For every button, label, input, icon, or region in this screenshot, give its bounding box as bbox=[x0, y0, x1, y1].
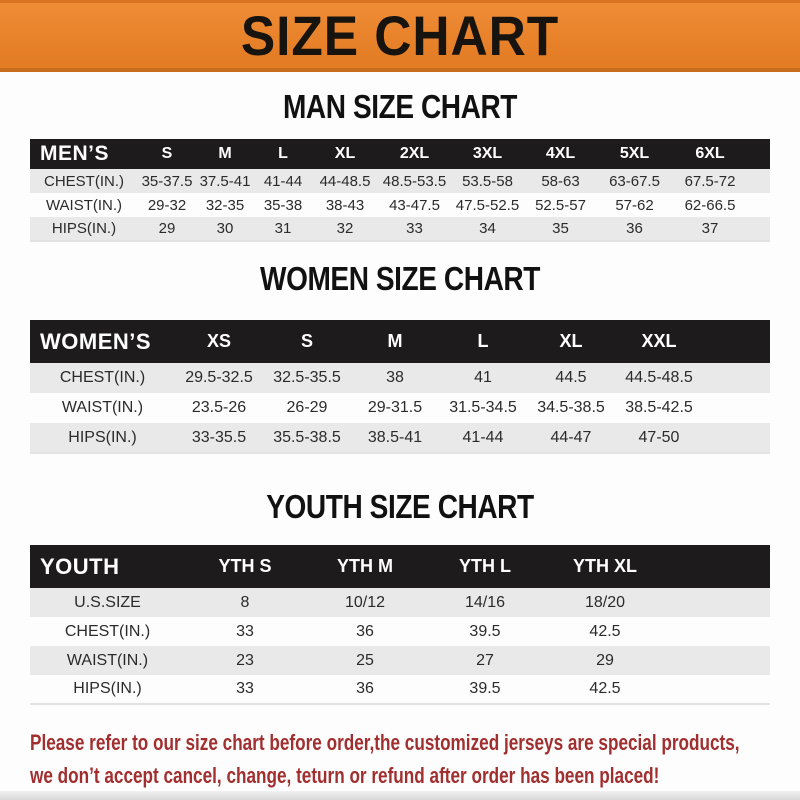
size-cell: 33 bbox=[406, 220, 423, 237]
size-cell: 42.5 bbox=[589, 680, 621, 697]
size-cell: 29.5-32.5 bbox=[185, 369, 253, 386]
youth-size-table bbox=[30, 545, 770, 705]
size-cell: 29-31.5 bbox=[367, 399, 423, 416]
cell-filler bbox=[665, 646, 770, 675]
men-table-label: MEN’S bbox=[30, 139, 138, 169]
row-label: HIPS(IN.) bbox=[73, 680, 142, 697]
column-filler bbox=[748, 139, 770, 169]
size-cell: 31.5-34.5 bbox=[449, 399, 517, 416]
size-cell: 25 bbox=[356, 651, 374, 669]
size-cell: 31 bbox=[274, 220, 292, 237]
size-cell: 35-38 bbox=[263, 196, 303, 214]
size-cell: 67.5-72 bbox=[684, 172, 736, 190]
size-cell: 35 bbox=[552, 220, 569, 237]
size-cell: 53.5-58 bbox=[462, 172, 513, 190]
men-hips-row bbox=[30, 217, 770, 241]
youth-table-label: YOUTH bbox=[30, 545, 185, 588]
row-label: HIPS(IN.) bbox=[51, 220, 117, 237]
size-cell: 29 bbox=[596, 651, 614, 669]
men-column-header: 5XL bbox=[597, 139, 672, 169]
youth-ussize-row bbox=[30, 588, 770, 617]
column-filler bbox=[703, 320, 770, 363]
size-cell: 44.5 bbox=[555, 369, 587, 386]
size-cell: 33-35.5 bbox=[191, 428, 247, 446]
size-cell: 8 bbox=[240, 593, 250, 611]
size-cell: 33 bbox=[236, 622, 254, 640]
cell-filler bbox=[665, 588, 770, 617]
youth-waist-row bbox=[30, 646, 770, 675]
page-title: SIZE CHART bbox=[240, 3, 560, 67]
cell-filler bbox=[703, 363, 770, 393]
men-column-header: XL bbox=[312, 139, 378, 169]
women-header-row bbox=[30, 320, 770, 363]
size-cell: 32-35 bbox=[205, 196, 245, 214]
size-cell: 63-67.5 bbox=[609, 172, 660, 190]
size-cell: 27 bbox=[476, 651, 494, 669]
size-cell: 32 bbox=[336, 220, 354, 237]
size-cell: 32.5-35.5 bbox=[273, 369, 341, 386]
women-size-table bbox=[30, 320, 770, 454]
youth-header-row bbox=[30, 545, 770, 588]
size-cell: 30 bbox=[216, 220, 234, 237]
size-cell: 44-48.5 bbox=[319, 172, 371, 190]
size-cell: 37 bbox=[701, 220, 719, 237]
men-column-header: 6XL bbox=[672, 139, 748, 169]
size-cell: 36 bbox=[356, 622, 374, 640]
cell-filler bbox=[703, 423, 770, 453]
cell-filler bbox=[748, 193, 770, 217]
size-cell: 41-44 bbox=[462, 428, 504, 446]
size-cell: 39.5 bbox=[469, 680, 501, 697]
youth-column-header: YTH M bbox=[305, 545, 425, 588]
size-cell: 38.5-42.5 bbox=[625, 399, 693, 416]
column-filler bbox=[665, 545, 770, 588]
size-cell: 36 bbox=[356, 680, 374, 697]
size-cell: 48.5-53.5 bbox=[382, 172, 447, 190]
women-table-label: WOMEN’S bbox=[30, 320, 175, 363]
size-cell: 38-43 bbox=[325, 196, 365, 214]
women-column-header: XL bbox=[527, 320, 615, 363]
size-cell: 44.5-48.5 bbox=[625, 369, 693, 386]
row-label: U.S.SIZE bbox=[74, 593, 141, 611]
page-header-banner bbox=[0, 0, 800, 72]
men-size-table bbox=[30, 139, 770, 242]
size-cell: 14/16 bbox=[464, 593, 506, 611]
women-column-header: M bbox=[351, 320, 439, 363]
women-section-title: WOMEN SIZE CHART bbox=[260, 260, 540, 297]
size-cell: 23 bbox=[236, 651, 254, 669]
size-cell: 39.5 bbox=[469, 622, 501, 640]
youth-column-header: YTH L bbox=[425, 545, 545, 588]
men-column-header: M bbox=[196, 139, 254, 169]
women-column-header: L bbox=[439, 320, 527, 363]
men-section-title: MAN SIZE CHART bbox=[282, 88, 518, 125]
men-header-row bbox=[30, 139, 770, 169]
size-cell: 47-50 bbox=[638, 428, 680, 446]
row-label: CHEST(IN.) bbox=[64, 622, 151, 640]
row-label: WAIST(IN.) bbox=[66, 651, 149, 669]
youth-chest-row bbox=[30, 617, 770, 646]
youth-column-header: YTH XL bbox=[545, 545, 665, 588]
size-cell: 35.5-38.5 bbox=[273, 428, 341, 446]
size-cell: 26-29 bbox=[286, 399, 328, 416]
footer-line-2: we don’t accept cancel, change, teturn or refund after order has been placed! bbox=[30, 763, 660, 788]
cell-filler bbox=[748, 169, 770, 193]
men-column-header: 2XL bbox=[378, 139, 451, 169]
size-cell: 37.5-41 bbox=[199, 172, 251, 190]
row-label: HIPS(IN.) bbox=[68, 428, 137, 446]
size-cell: 29 bbox=[158, 220, 176, 237]
women-column-header: XS bbox=[175, 320, 263, 363]
cell-filler bbox=[665, 617, 770, 646]
men-column-header: L bbox=[254, 139, 312, 169]
men-waist-row bbox=[30, 193, 770, 217]
size-cell: 34 bbox=[479, 220, 496, 237]
size-cell: 52.5-57 bbox=[535, 196, 586, 214]
youth-column-header: YTH S bbox=[185, 545, 305, 588]
men-column-header: S bbox=[138, 139, 196, 169]
size-cell: 18/20 bbox=[584, 593, 626, 611]
size-cell: 23.5-26 bbox=[191, 399, 247, 416]
bottom-edge-strip bbox=[0, 791, 800, 800]
size-cell: 36 bbox=[626, 220, 643, 237]
size-cell: 43-47.5 bbox=[389, 196, 440, 214]
men-chest-row bbox=[30, 169, 770, 193]
size-cell: 47.5-52.5 bbox=[455, 196, 520, 214]
size-cell: 38 bbox=[386, 369, 404, 386]
youth-section-title: YOUTH SIZE CHART bbox=[266, 488, 534, 525]
size-cell: 33 bbox=[236, 680, 254, 697]
cell-filler bbox=[703, 393, 770, 423]
size-cell: 57-62 bbox=[615, 196, 654, 214]
women-waist-row bbox=[30, 393, 770, 423]
size-cell: 58-63 bbox=[541, 172, 580, 190]
size-cell: 42.5 bbox=[589, 622, 621, 640]
row-label: CHEST(IN.) bbox=[59, 369, 146, 386]
cell-filler bbox=[665, 675, 770, 704]
youth-hips-row bbox=[30, 675, 770, 704]
row-label: WAIST(IN.) bbox=[61, 399, 144, 416]
row-label: WAIST(IN.) bbox=[45, 196, 123, 214]
women-column-header: S bbox=[263, 320, 351, 363]
size-cell: 44-47 bbox=[550, 428, 592, 446]
size-cell: 10/12 bbox=[344, 593, 386, 611]
size-cell: 34.5-38.5 bbox=[537, 399, 605, 416]
size-cell: 29-32 bbox=[147, 196, 187, 214]
row-label: CHEST(IN.) bbox=[44, 172, 124, 190]
footer-note bbox=[30, 726, 796, 792]
men-column-header: 4XL bbox=[524, 139, 597, 169]
size-cell: 41-44 bbox=[263, 172, 303, 190]
women-chest-row bbox=[30, 363, 770, 393]
size-cell: 35-37.5 bbox=[141, 172, 193, 190]
size-cell: 38.5-41 bbox=[367, 428, 423, 446]
men-column-header: 3XL bbox=[451, 139, 524, 169]
women-column-header: XXL bbox=[615, 320, 703, 363]
women-hips-row bbox=[30, 423, 770, 453]
cell-filler bbox=[748, 217, 770, 241]
footer-line-1: Please refer to our size chart before order,the customized jerseys are special products, bbox=[30, 730, 740, 755]
size-cell: 41 bbox=[474, 369, 492, 386]
size-cell: 62-66.5 bbox=[684, 196, 736, 214]
